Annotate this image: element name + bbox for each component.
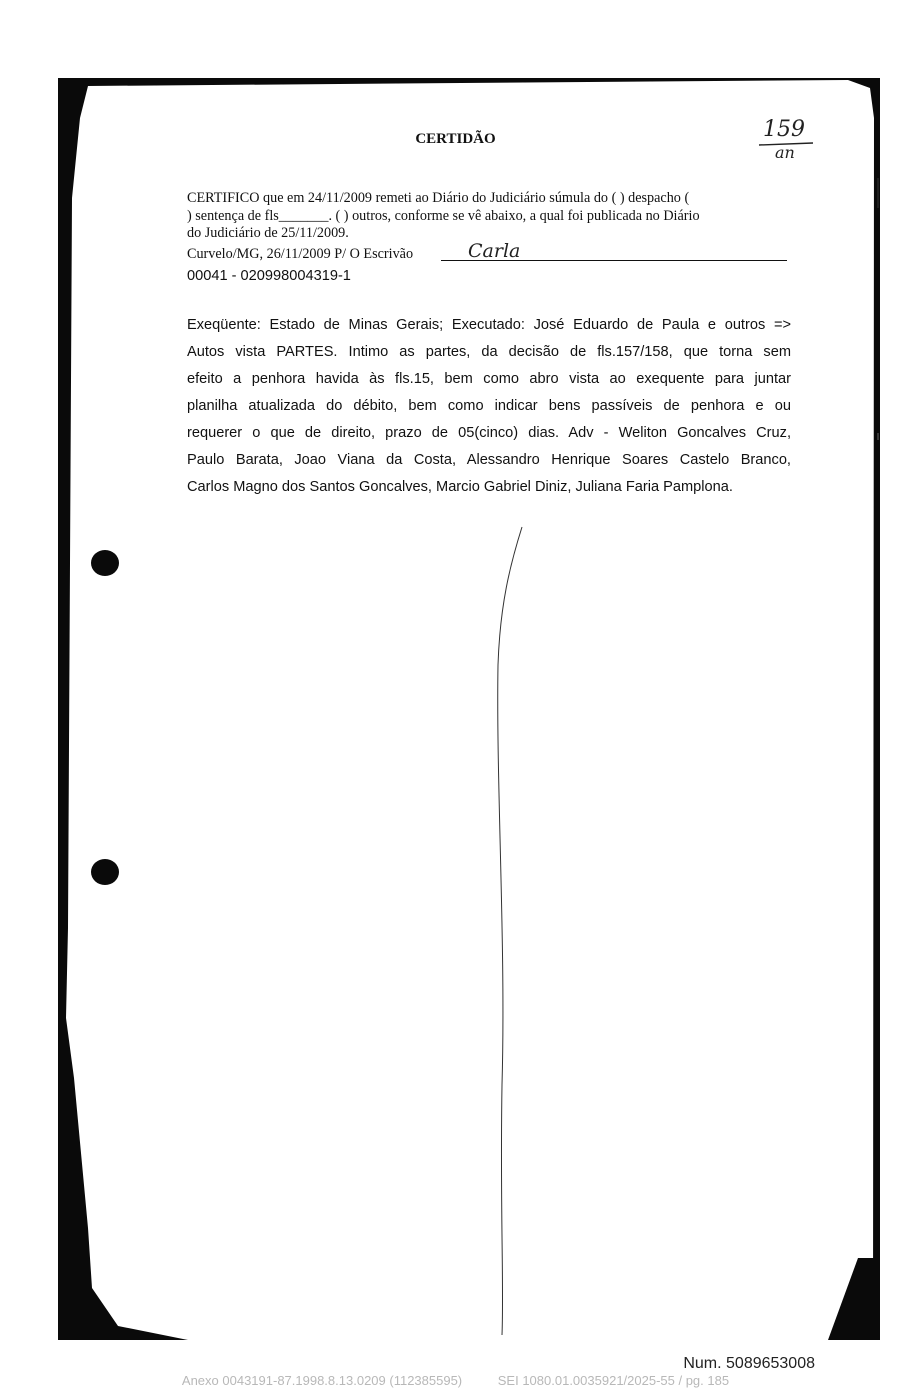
publication-line-5: requerer o que de direito, prazo de 05(cinco) dias. Adv - Weliton Goncalves Cruz, (187, 425, 791, 441)
punch-hole-top (90, 548, 122, 578)
publication-line-7: Carlos Magno dos Santos Goncalves, Marcio Gabriel Diniz, Juliana Faria Pamplona. (187, 479, 733, 495)
fold-line (480, 525, 540, 1345)
publication-line-3: efeito a penhora havida às fls.15, bem como abro vista ao exequente para juntar (187, 371, 791, 387)
clerk-signature: Carla (468, 240, 521, 262)
annex-reference: Anexo 0043191-87.1998.8.13.0209 (112385595) (181, 1373, 463, 1388)
scanned-paper (58, 78, 880, 1340)
footer-metadata (0, 1373, 911, 1388)
publication-line-4: planilha atualizada do débito, bem como indicar bens passíveis de penhora e ou (187, 398, 791, 414)
process-number: 00041 - 020998004319-1 (187, 268, 351, 284)
handwritten-initials: an (775, 143, 795, 162)
certify-line-1: CERTIFICO que em 24/11/2009 remeti ao Diário do Judiciário súmula do ( ) despacho ( (187, 190, 690, 206)
publication-line-6: Paulo Barata, Joao Viana da Costa, Alessandro Henrique Soares Castelo Branco, (187, 452, 791, 468)
publication-line-1: Exeqüente: Estado de Minas Gerais; Executado: José Eduardo de Paula e outros => (187, 317, 791, 333)
place-date-clerk: Curvelo/MG, 26/11/2009 P/ O Escrivão (187, 246, 414, 262)
certify-line-2: ) sentença de fls_______. ( ) outros, conforme se vê abaixo, a qual foi publicada no Diário (187, 208, 700, 224)
sei-reference: SEI 1080.01.0035921/2025-55 / pg. 185 (497, 1373, 730, 1388)
scanned-page-border (58, 78, 880, 1340)
certify-line-3: do Judiciário de 25/11/2009. (187, 225, 349, 241)
document-title: CERTIDÃO (415, 131, 496, 147)
handwritten-page-number: 159 (763, 117, 805, 142)
document-number: Num. 5089653008 (683, 1355, 815, 1372)
punch-hole-bottom (90, 857, 122, 887)
publication-line-2: Autos vista PARTES. Intimo as partes, da decisão de fls.157/158, que torna sem (187, 344, 791, 360)
